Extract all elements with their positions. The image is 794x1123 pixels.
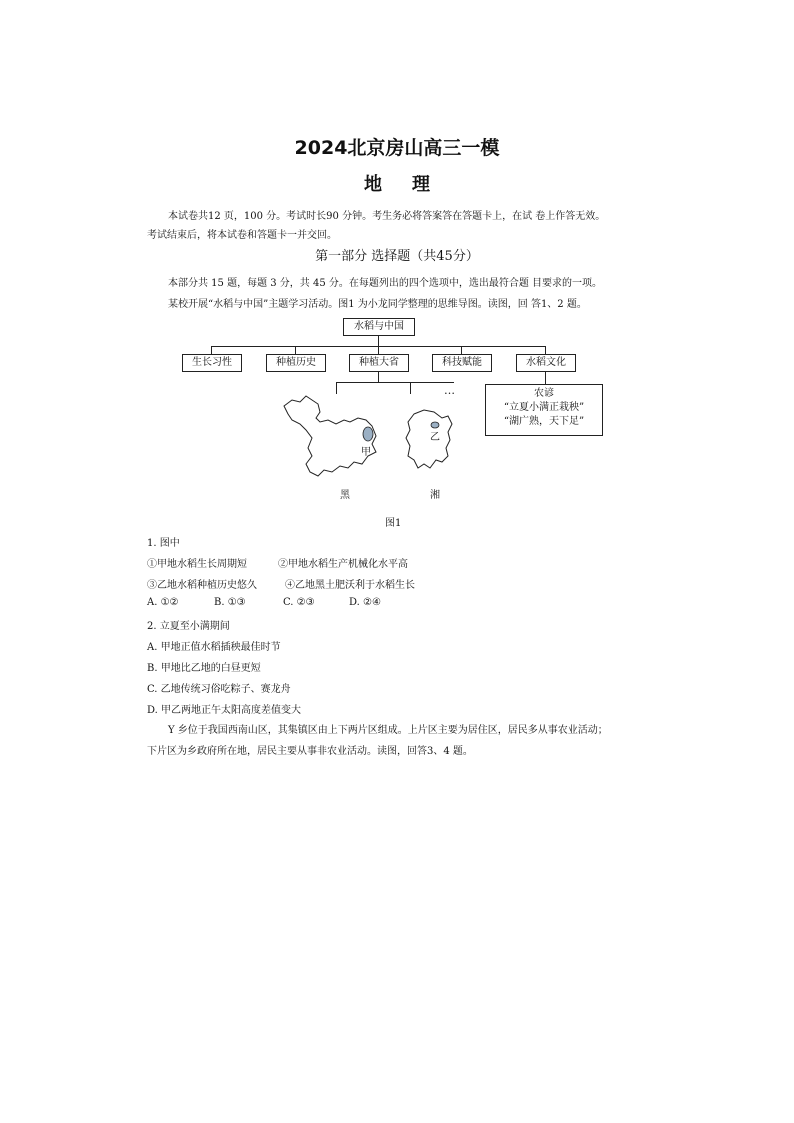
- q1-stem: 1. 图中: [147, 538, 180, 549]
- q1-option-a[interactable]: A. ①②: [147, 597, 179, 608]
- connector: [545, 371, 546, 384]
- proverb-line-1: “立夏小满正栽秧”: [503, 402, 585, 413]
- label-jia: 甲: [361, 447, 371, 458]
- q1-item-2: ②甲地水稻生产机械化水平高: [278, 559, 408, 570]
- next-context-line-2: 下片区为乡政府所在地，居民主要从事非农业活动。读图，回答3、4 题。: [147, 746, 473, 757]
- q2-option-d[interactable]: D. 甲乙两地正午太阳高度差值变大: [147, 705, 302, 716]
- intro-line-2: 考试结束后，将本试卷和答题卡一并交回。: [147, 230, 337, 241]
- branch-culture: 水稻文化: [516, 354, 576, 372]
- connector: [461, 346, 462, 354]
- question-context: 某校开展“水稻与中国”主题学习活动。图1 为小龙同学整理的思维导图。读图，回 答1、2 题。: [168, 299, 587, 310]
- section-title: 第一部分 选择题（共45分）: [315, 249, 479, 264]
- intro-line-1: 本试卷共12 页，100 分。考试时长90 分钟。考生务必将答案答在答题卡上，在试 卷上作答无效。: [168, 211, 606, 222]
- label-xiang: 湘: [430, 490, 440, 501]
- ellipsis: …: [444, 384, 455, 397]
- q1-item-3: ③乙地水稻种植历史悠久: [147, 580, 257, 591]
- q1-option-d[interactable]: D. ②④: [349, 597, 381, 608]
- proverb-title: 农谚: [534, 388, 554, 399]
- q2-option-c[interactable]: C. 乙地传统习俗吃粽子、赛龙舟: [147, 684, 291, 695]
- q1-option-c[interactable]: C. ②③: [283, 597, 315, 608]
- proverb-line-2: “湖广熟，天下足”: [503, 416, 585, 427]
- branch-growth-habit: 生长习性: [182, 354, 242, 372]
- q1-item-4: ④乙地黑土肥沃利于水稻生长: [285, 580, 415, 591]
- proverb-box: [485, 384, 603, 436]
- connector: [378, 371, 379, 382]
- q1-option-b[interactable]: B. ①③: [214, 597, 246, 608]
- figure-caption: 图1: [385, 518, 402, 529]
- label-yi: 乙: [430, 432, 440, 443]
- branch-history: 种植历史: [266, 354, 326, 372]
- connector: [378, 346, 379, 354]
- hunan-map: [404, 408, 454, 472]
- connector: [410, 382, 411, 394]
- q2-option-b[interactable]: B. 甲地比乙地的白昼更短: [147, 663, 261, 674]
- branch-major-provinces: 种植大省: [349, 354, 409, 372]
- connector: [295, 346, 296, 354]
- connector: [211, 346, 212, 354]
- q2-stem: 2. 立夏至小满期间: [147, 621, 230, 632]
- label-hei: 黑: [340, 490, 350, 501]
- next-context-line-1: Y 乡位于我国西南山区，其集镇区由上下两片区组成。上片区主要为居住区，居民多从事农业活动；: [168, 725, 608, 736]
- branch-technology: 科技赋能: [432, 354, 492, 372]
- connector: [545, 346, 546, 354]
- heilongjiang-map: [280, 394, 380, 482]
- subject-title: 地理: [364, 174, 460, 195]
- q1-item-1: ①甲地水稻生长周期短: [147, 559, 247, 570]
- section-desc: 本部分共 15 题，每题 3 分，共 45 分。在每题列出的四个选项中，选出最符合题 目要求的一项。: [168, 278, 603, 289]
- page-title: 2024北京房山高三一模: [294, 137, 500, 159]
- mindmap-root: 水稻与中国: [343, 318, 415, 336]
- q2-option-a[interactable]: A. 甲地正值水稻插秧最佳时节: [147, 642, 281, 653]
- connector: [336, 382, 454, 383]
- connector: [336, 382, 337, 394]
